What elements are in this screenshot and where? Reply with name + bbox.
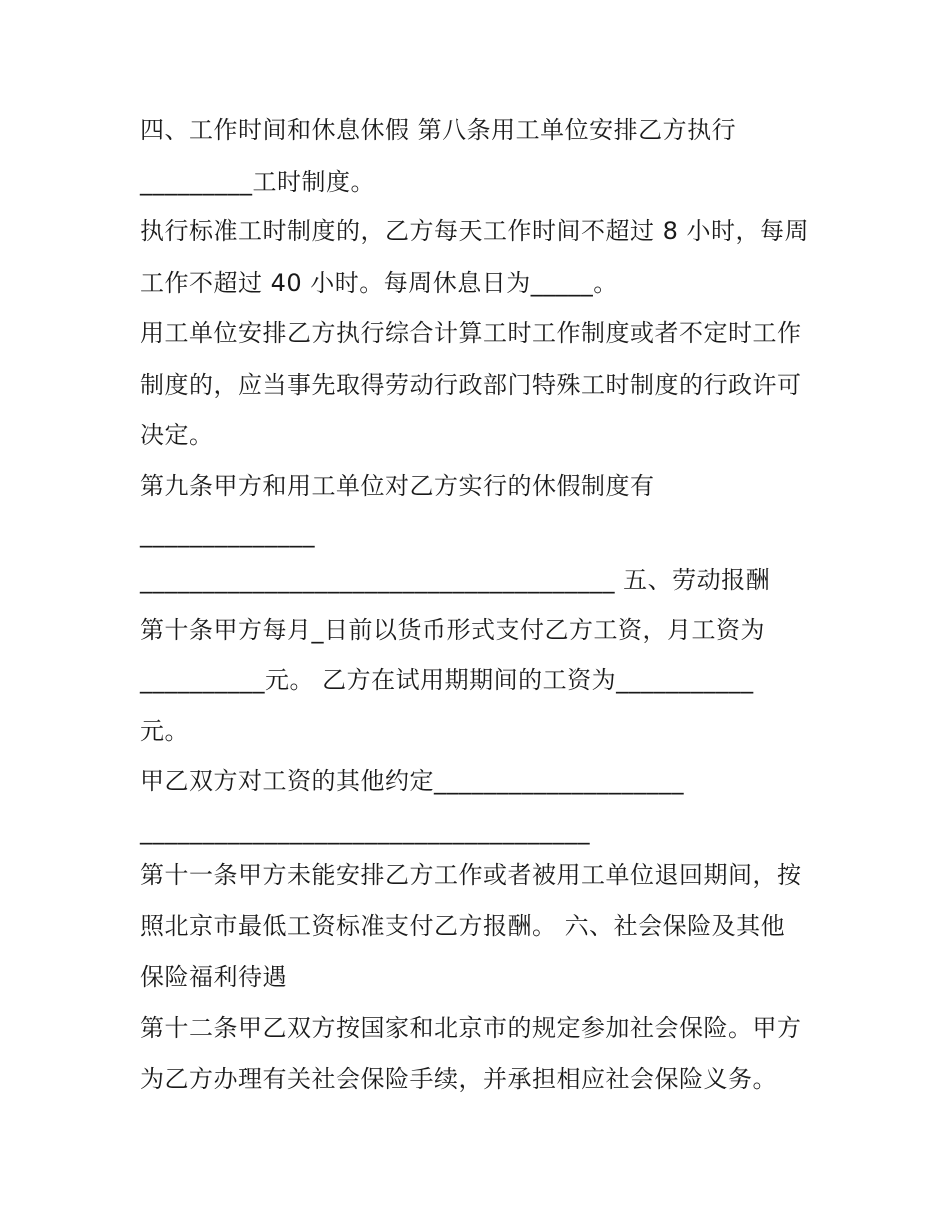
- text-line: 四、工作时间和休息休假 第八条用工单位安排乙方执行: [140, 116, 737, 144]
- text-line: 照北京市最低工资标准支付乙方报酬。 六、社会保险及其他: [140, 912, 786, 940]
- text-line: 第十一条甲方未能安排乙方工作或者被用工单位退回期间，按: [140, 861, 802, 889]
- text-line: 甲乙双方对工资的其他约定____________________: [140, 767, 684, 795]
- text-line: 保险福利待遇: [140, 963, 287, 991]
- text-line: ______________: [140, 520, 315, 548]
- text-line: 第十二条甲乙双方按国家和北京市的规定参加社会保险。甲方: [140, 1014, 802, 1042]
- text-line: 第十条甲方每月_日前以货币形式支付乙方工资，月工资为: [140, 616, 765, 644]
- text-line: 为乙方办理有关社会保险手续，并承担相应社会保险义务。: [140, 1065, 777, 1093]
- text-line: ____________________________________: [140, 817, 590, 845]
- text-line: 用工单位安排乙方执行综合计算工时工作制度或者不定时工作: [140, 319, 802, 347]
- text-line: 执行标准工时制度的，乙方每天工作时间不超过 8 小时，每周: [140, 217, 810, 245]
- text-line: 元。: [140, 717, 189, 745]
- text-line: 制度的，应当事先取得劳动行政部门特殊工时制度的行政许可: [140, 371, 802, 399]
- text-line: ______________________________________ 五、劳动报酬: [140, 566, 771, 594]
- text-line: _________工时制度。: [140, 168, 375, 196]
- text-line: __________元。 乙方在试用期期间的工资为___________: [140, 666, 754, 694]
- text-line: 第九条甲方和用工单位对乙方实行的休假制度有: [140, 472, 655, 500]
- text-line: 决定。: [140, 421, 214, 449]
- text-line: 工作不超过 40 小时。每周休息日为_____。: [140, 269, 618, 297]
